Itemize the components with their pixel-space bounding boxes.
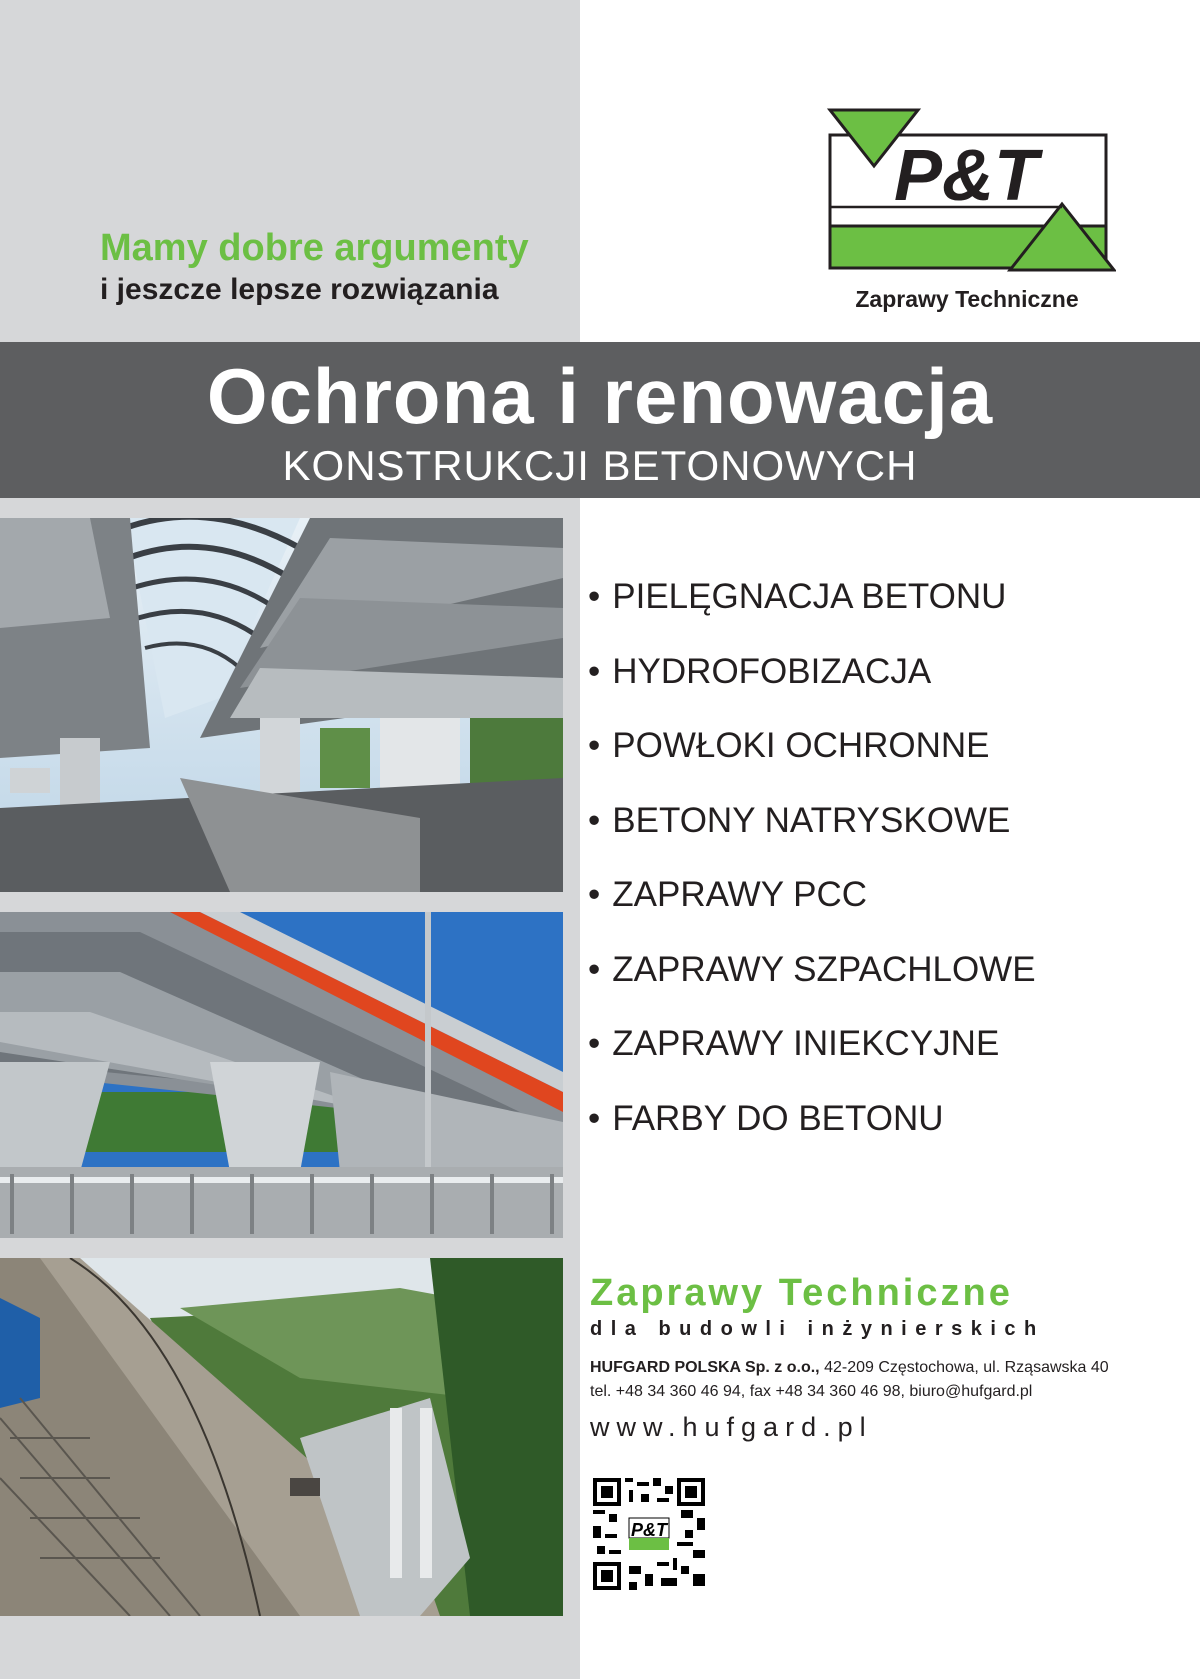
photo-bridge [0, 912, 563, 1238]
company-info [590, 1270, 1190, 1443]
logo-caption: Zaprawy Techniczne [855, 286, 1079, 312]
slogan [100, 226, 570, 310]
pt-logo [826, 108, 1126, 318]
qr-logo-text: P&T [631, 1520, 667, 1540]
feature-item: • ZAPRAWY SZPACHLOWE [588, 933, 1188, 1008]
feature-item: • FARBY DO BETONU [588, 1082, 1188, 1157]
feature-item: • ZAPRAWY INIEKCYJNE [588, 1007, 1188, 1082]
company-address [590, 1356, 1190, 1404]
logo-brand-text: P&T [894, 136, 1038, 216]
company-name: Zaprawy Techniczne [590, 1272, 1013, 1314]
slogan-subline: i jeszcze lepsze rozwiązania [100, 273, 499, 306]
title-bar [0, 342, 1200, 498]
company-website[interactable]: www.hufgard.pl [590, 1412, 873, 1442]
qr-code[interactable] [593, 1478, 705, 1590]
feature-list [588, 560, 1188, 1156]
photo-overpass [0, 518, 563, 892]
page-subtitle: KONSTRUKCJI BETONOWYCH [282, 442, 918, 489]
slogan-headline: Mamy dobre argumenty [100, 227, 529, 269]
feature-item: • BETONY NATRYSKOWE [588, 784, 1188, 859]
feature-item: • ZAPRAWY PCC [588, 858, 1188, 933]
company-legal-name: HUFGARD POLSKA Sp. z o.o., [590, 1359, 820, 1376]
company-tagline: dla budowli inżynierskich [590, 1318, 1045, 1340]
company-contact: tel. +48 34 360 46 94, fax +48 34 360 46 98, biuro@hufgard.pl [590, 1383, 1033, 1400]
page-title: Ochrona i renowacja [206, 352, 994, 440]
feature-item: • POWŁOKI OCHRONNE [588, 709, 1188, 784]
feature-item: • PIELĘGNACJA BETONU [588, 560, 1188, 635]
pt-logo-mark [826, 108, 1116, 288]
feature-item: • HYDROFOBIZACJA [588, 635, 1188, 710]
photo-dam [0, 1258, 563, 1616]
company-street: 42-209 Częstochowa, ul. Rząsawska 40 [824, 1359, 1109, 1376]
